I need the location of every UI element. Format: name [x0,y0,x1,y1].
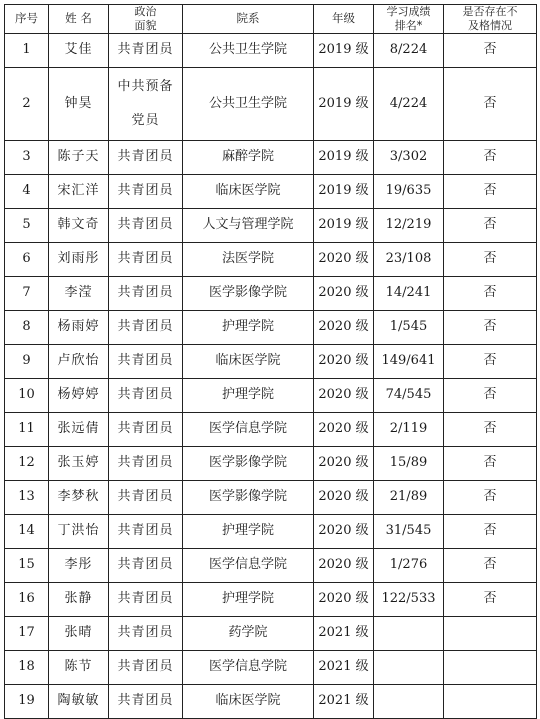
table-row [5,141,537,175]
cell-fail: 否 [444,379,537,413]
cell-no: 5 [5,209,49,243]
table-row [5,34,537,68]
table-row [5,243,537,277]
cell-grade: 2020 级 [314,447,374,481]
cell-political: 共青团员 [109,549,183,583]
header-fail [444,5,537,34]
table-body [5,34,537,719]
table-row [5,549,537,583]
cell-name: 杨雨婷 [49,311,109,345]
cell-rank: 12/219 [374,209,444,243]
table-row [5,175,537,209]
cell-rank [374,617,444,651]
cell-no: 9 [5,345,49,379]
cell-no: 8 [5,311,49,345]
cell-grade: 2020 级 [314,583,374,617]
cell-rank: 2/119 [374,413,444,447]
cell-rank: 1/545 [374,311,444,345]
table-row [5,447,537,481]
cell-grade: 2020 级 [314,311,374,345]
cell-college: 医学信息学院 [183,651,314,685]
cell-rank: 122/533 [374,583,444,617]
cell-college: 麻醉学院 [183,141,314,175]
cell-political: 共青团员 [109,243,183,277]
header-rank [374,5,444,34]
cell-political: 共青团员 [109,685,183,719]
header-rank-line1: 学习成绩 [386,5,431,18]
cell-political: 共青团员 [109,651,183,685]
cell-college: 护理学院 [183,379,314,413]
cell-rank: 15/89 [374,447,444,481]
header-fail-line2: 及格情况 [468,19,512,32]
cell-rank [374,685,444,719]
table-row [5,379,537,413]
cell-political: 共青团员 [109,345,183,379]
cell-name: 宋汇洋 [49,175,109,209]
cell-name: 李滢 [49,277,109,311]
cell-rank: 1/276 [374,549,444,583]
cell-fail: 否 [444,413,537,447]
cell-fail: 否 [444,345,537,379]
cell-grade: 2021 级 [314,617,374,651]
student-list-table [4,4,537,719]
cell-fail [444,651,537,685]
cell-college: 医学影像学院 [183,277,314,311]
cell-grade: 2020 级 [314,243,374,277]
cell-political: 共青团员 [109,209,183,243]
cell-rank: 3/302 [374,141,444,175]
cell-rank: 14/241 [374,277,444,311]
cell-grade: 2020 级 [314,481,374,515]
header-name: 姓 名 [49,5,109,34]
cell-no: 2 [5,68,49,141]
cell-political: 共青团员 [109,583,183,617]
cell-rank: 19/635 [374,175,444,209]
cell-fail: 否 [444,583,537,617]
cell-no: 18 [5,651,49,685]
cell-no: 6 [5,243,49,277]
header-no: 序号 [5,5,49,34]
cell-political: 共青团员 [109,379,183,413]
cell-rank: 149/641 [374,345,444,379]
cell-name: 陈子天 [49,141,109,175]
cell-no: 7 [5,277,49,311]
cell-fail: 否 [444,447,537,481]
cell-fail: 否 [444,515,537,549]
cell-name: 陶敏敏 [49,685,109,719]
cell-no: 19 [5,685,49,719]
cell-name: 丁洪怡 [49,515,109,549]
cell-college: 护理学院 [183,515,314,549]
cell-college: 公共卫生学院 [183,34,314,68]
cell-fail: 否 [444,209,537,243]
cell-college: 公共卫生学院 [183,68,314,141]
cell-college: 药学院 [183,617,314,651]
cell-grade: 2020 级 [314,379,374,413]
header-grade: 年级 [314,5,374,34]
table-row [5,617,537,651]
cell-no: 11 [5,413,49,447]
cell-rank: 23/108 [374,243,444,277]
header-political [109,5,183,34]
header-fail-line1: 是否存在不 [462,5,518,18]
cell-rank [374,651,444,685]
cell-no: 15 [5,549,49,583]
cell-fail: 否 [444,311,537,345]
cell-grade: 2019 级 [314,68,374,141]
cell-rank: 8/224 [374,34,444,68]
cell-political-line: 中共预备 [117,79,174,94]
cell-college: 临床医学院 [183,345,314,379]
cell-no: 16 [5,583,49,617]
cell-rank: 31/545 [374,515,444,549]
cell-political: 共青团员 [109,413,183,447]
cell-fail: 否 [444,549,537,583]
cell-college: 法医学院 [183,243,314,277]
table-row [5,413,537,447]
header-college: 院系 [183,5,314,34]
cell-grade: 2020 级 [314,345,374,379]
cell-college: 临床医学院 [183,175,314,209]
cell-grade: 2020 级 [314,413,374,447]
cell-grade: 2020 级 [314,277,374,311]
table-row [5,651,537,685]
table-row [5,68,537,141]
cell-college: 临床医学院 [183,685,314,719]
cell-grade: 2019 级 [314,34,374,68]
cell-no: 14 [5,515,49,549]
cell-name: 刘雨彤 [49,243,109,277]
cell-rank: 4/224 [374,68,444,141]
cell-name: 杨婷婷 [49,379,109,413]
cell-fail: 否 [444,243,537,277]
table-row [5,685,537,719]
cell-no: 12 [5,447,49,481]
cell-no: 3 [5,141,49,175]
cell-grade: 2020 级 [314,515,374,549]
cell-political: 共青团员 [109,277,183,311]
cell-college: 医学影像学院 [183,481,314,515]
header-row [5,5,537,34]
cell-college: 护理学院 [183,311,314,345]
cell-political: 共青团员 [109,175,183,209]
cell-name: 陈节 [49,651,109,685]
cell-fail: 否 [444,175,537,209]
header-political-line1: 政治 [134,5,157,18]
cell-name: 钟昊 [49,68,109,141]
cell-political: 共青团员 [109,447,183,481]
cell-name: 张远倩 [49,413,109,447]
cell-no: 17 [5,617,49,651]
cell-political: 共青团员 [109,515,183,549]
table-row [5,209,537,243]
cell-name: 艾佳 [49,34,109,68]
cell-grade: 2021 级 [314,685,374,719]
cell-no: 13 [5,481,49,515]
cell-fail [444,617,537,651]
header-rank-line2: 排名* [394,19,423,32]
cell-political: 共青团员 [109,141,183,175]
cell-fail: 否 [444,141,537,175]
cell-grade: 2019 级 [314,141,374,175]
cell-political: 共青团员 [109,311,183,345]
cell-name: 卢欣怡 [49,345,109,379]
cell-name: 张晴 [49,617,109,651]
cell-rank: 74/545 [374,379,444,413]
cell-political: 共青团员 [109,481,183,515]
cell-political: 共青团员 [109,34,183,68]
table-row [5,583,537,617]
header-political-line2: 面貌 [134,19,157,32]
cell-political [109,68,183,141]
cell-no: 1 [5,34,49,68]
cell-college: 护理学院 [183,583,314,617]
cell-name: 李彤 [49,549,109,583]
cell-grade: 2019 级 [314,175,374,209]
cell-name: 李梦秋 [49,481,109,515]
table-row [5,515,537,549]
cell-political-line: 党员 [131,113,160,128]
cell-fail: 否 [444,277,537,311]
cell-college: 医学影像学院 [183,447,314,481]
cell-political: 共青团员 [109,617,183,651]
table-row [5,481,537,515]
cell-grade: 2019 级 [314,209,374,243]
cell-fail: 否 [444,34,537,68]
table-row [5,345,537,379]
cell-grade: 2020 级 [314,549,374,583]
cell-fail: 否 [444,481,537,515]
cell-college: 人文与管理学院 [183,209,314,243]
cell-college: 医学信息学院 [183,549,314,583]
table-row [5,311,537,345]
cell-name: 韩文奇 [49,209,109,243]
cell-no: 10 [5,379,49,413]
cell-college: 医学信息学院 [183,413,314,447]
cell-name: 张静 [49,583,109,617]
cell-grade: 2021 级 [314,651,374,685]
cell-rank: 21/89 [374,481,444,515]
cell-fail [444,685,537,719]
cell-fail: 否 [444,68,537,141]
cell-name: 张玉婷 [49,447,109,481]
cell-no: 4 [5,175,49,209]
table-row [5,277,537,311]
